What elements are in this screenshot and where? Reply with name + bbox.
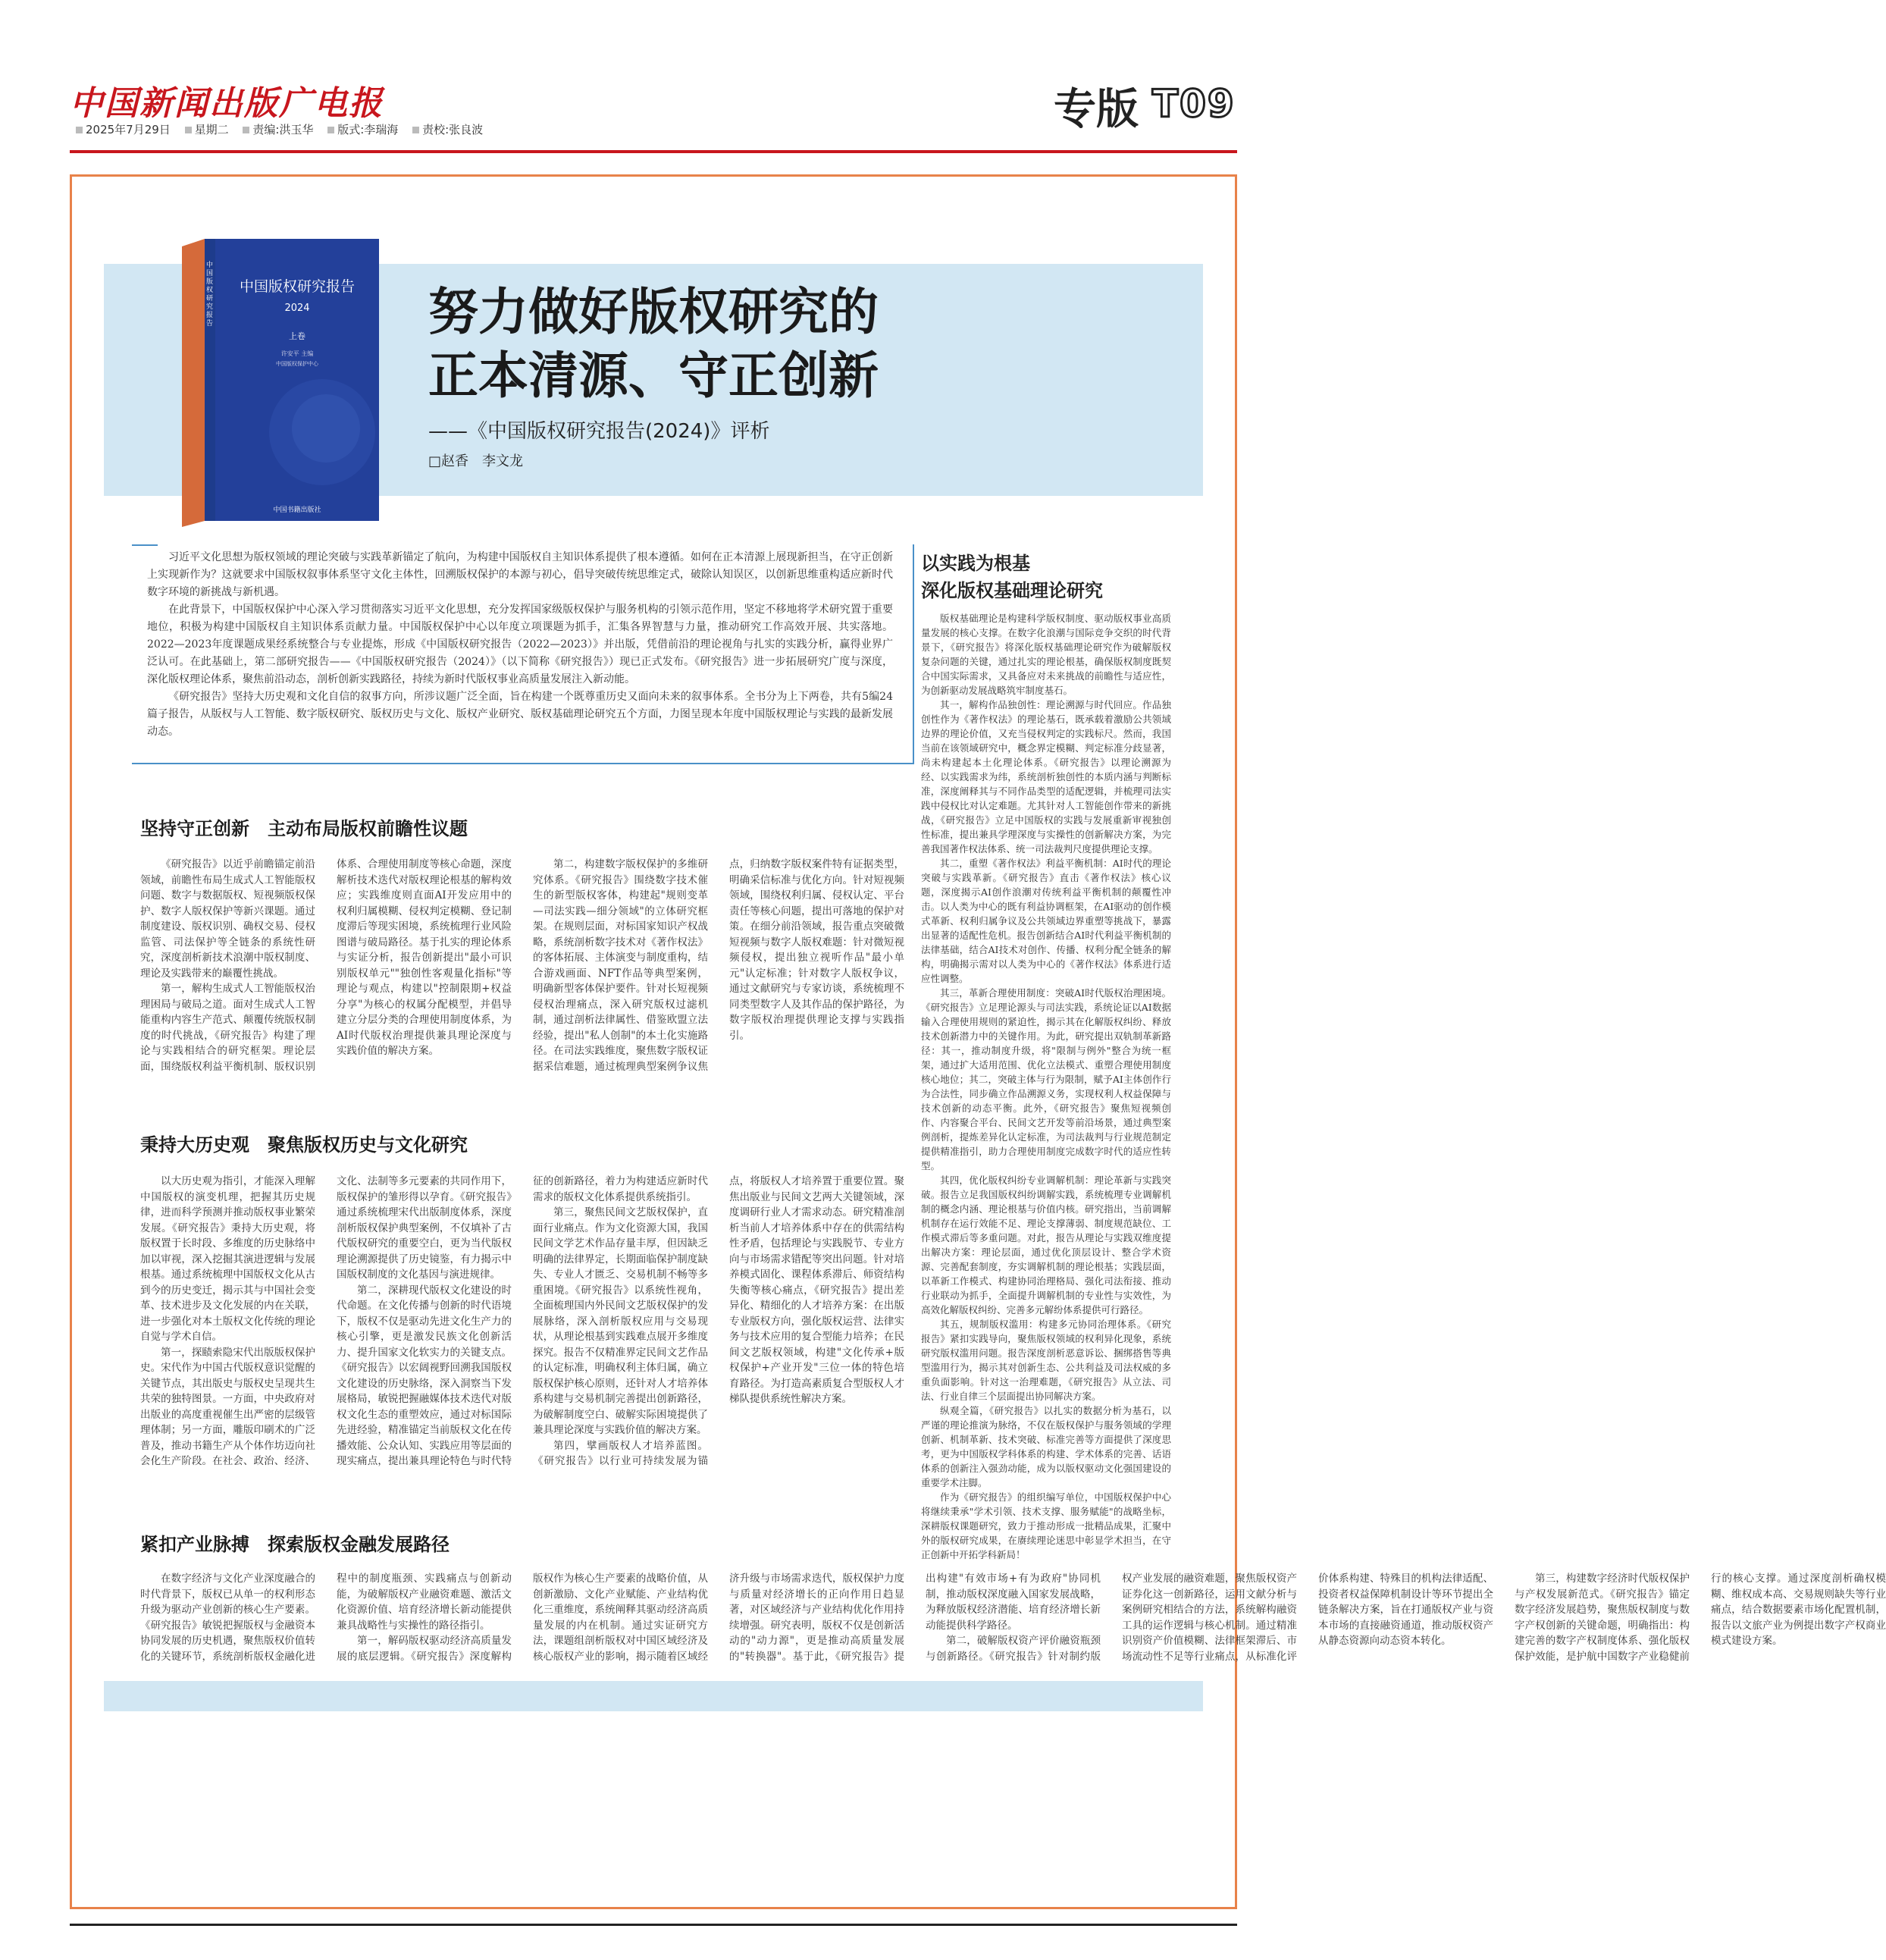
- paragraph: 以大历史观为指引，才能深入理解中国版权的演变机理，把握其历史规律，进而科学预测并推动版权事业繁荣发展。《研究报告》秉持大历史观，将版权置于长时段、多维度的历史脉络中加以审视，深入挖掘其演进逻辑与发展根基。通过系统梳理中国版权文化从古到今的历史变迁，揭示其与中国社会变革、技术进步及文化发展的内在关联，进一步强化对本土版权文化传统的理论自觉与学术自信。: [140, 1175, 315, 1343]
- book-editor: 许安平 主编: [280, 350, 314, 357]
- paragraph: 第二，深耕现代版权文化建设的时代命题。在文化传播与创新的时代语境下，版权不仅是驱动先进文化生产力的核心引擎，更是激发民族文化创新活力、提升国家文化软实力的关键支点。《研究报告》以宏阔视野回溯我国版权文化建设的历史脉络，深入洞察当下发展格局，敏锐把握融媒体技术迭代对版权文化生态的重塑效应，通过对标国际先进经验，精准锚定当前版权文化在传播效能、公众认知、实践应用等层面的现实痛点，提出兼具理论特色与时代特征的创新路径，着力为构建适应新时代需求的版权文化体系提供系统指引。: [337, 1175, 708, 1467]
- book-spine-title: 中国版权研究报告: [206, 262, 214, 328]
- section2-body: [140, 1174, 904, 1553]
- article-authors: □赵香 李文龙: [428, 453, 524, 469]
- paragraph: 其一，解构作品独创性：理论溯源与时代回应。作品独创性作为《著作权法》的理论基石，既承载着激励公共领域边界的理论价值，又充当侵权判定的实践标尺。然而，我国当前在该领域研究中，概念界定模糊、判定标准分歧显著，尚未构建起本土化理论体系。《研究报告》以理论溯源为经、以实践需求为纬，系统剖析独创性的本质内涵与判断标准，深度阐释其与不同作品类型的适配逻辑，并梳理司法实践中侵权比对认定难题。尤其针对人工智能创作带来的新挑战，《研究报告》立足中国版权的实践与发展重新审视独创性标准，提出兼具学理深度与实操性的创新解决方案，为完善我国著作权法体系、统一司法裁判尺度提供理论支撑。: [921, 699, 1171, 855]
- section1-title: 坚持守正创新 主动布局版权前瞻性议题: [140, 818, 468, 839]
- paragraph: 其五，规制版权滥用：构建多元协同治理体系。《研究报告》紧扣实践导向，聚焦版权领域的权利异化现象，系统研究版权滥用问题。报告深度剖析恶意诉讼、捆绑搭售等典型滥用行为，揭示其对创新生态、公共利益及司法权威的多重负面影响。针对这一治理难题，《研究报告》从立法、司法、行业自律三个层面提出协同解决方案。: [921, 1319, 1171, 1402]
- book-year: 2024: [284, 303, 310, 314]
- intro-box: [132, 544, 914, 764]
- intro-paragraph: 在此背景下，中国版权保护中心深入学习贯彻落实习近平文化思想，充分发挥国家级版权保护与服务机构的引领示范作用，坚定不移地将学术研究置于重要地位，积极为构建中国版权自主知识体系贡献力量。中国版权保护中心以年度立项课题为抓手，汇集各界智慧与力量，推动研究工作高效开展、共实落地。2022—2023年度课题成果经系统整合与专业提炼，形成《中国版权研究报告（2022—2023）》并出版，凭借前沿的理论视角与扎实的实践分析，赢得业界广泛认可。在此基础上，第二部研究报告——《中国版权研究报告（2024）》（以下简称《研究报告》）现已正式发布。《研究报告》进一步拓展研究广度与深度，深化版权理论体系，聚焦前沿动态，剖析创新实践路径，持续为新时代版权事业高质量发展注入新动能。: [147, 604, 893, 685]
- page-number: T09: [1152, 82, 1236, 126]
- section3-title: 紧扣产业脉搏 探索版权金融发展路径: [140, 1534, 450, 1555]
- paragraph: 在数字经济与文化产业深度融合的时代背景下，版权已从单一的权利形态升级为驱动产业创新的核心生产要素。《研究报告》敏锐把握版权与金融资本协同发展的历史机遇，聚焦版权价值转化的关键环节，系统剖析版权金融化进程中的制度瓶颈、实践痛点与创新动能，为破解版权产业融资难题、激活文化资源价值、培育经济增长新动能提供兼具战略性与实操性的路径指引。: [140, 1573, 512, 1663]
- section3-body: [140, 1571, 1886, 1677]
- header-rule: [70, 150, 1237, 153]
- paragraph: 版权基础理论是构建科学版权制度、驱动版权事业高质量发展的核心支撑。在数字化浪潮与国际竞争交织的时代背景下，《研究报告》将深化版权基础理论研究作为破解版权复杂问题的关键，通过扎实的理论根基，确保版权制度既契合中国实际需求，又具备应对未来挑战的前瞻性与适应性，为创新驱动发展战略筑牢制度基石。: [921, 613, 1171, 696]
- book-cover-image: [174, 239, 381, 527]
- section1-body: [140, 857, 904, 1115]
- right-column-title: [921, 550, 1103, 604]
- paragraph: 《研究报告》以近乎前瞻锚定前沿领域，前瞻性布局生成式人工智能版权问题、数字与数据版权、短视频版权保护、数字人版权保护等新兴课题。通过制度建设、版权识别、确权交易、侵权监管、司法保护等全链条的系统性研究，深度剖析新技术浪潮中版权制度、理论及实践带来的巅覆性挑战。: [140, 858, 315, 980]
- section2-title: 秉持大历史观 聚焦版权历史与文化研究: [140, 1134, 468, 1156]
- paragraph: 第二，破解版权资产评价融资瓶颈与创新路径。《研究报告》针对制约版权产业发展的融资难题，聚焦版权资产证券化这一创新路径，运用文献分析与案例研究相结合的方法，系统解构融资工具的运作逻辑与核心机制。通过精准识别资产价值模糊、法律框架滞后、市场流动性不足等行业痛点，从标准化评价体系构建、特殊目的机构法律适配、投资者权益保障机制设计等环节提出全链条解决方案，旨在打通版权产业与资本市场的直接融资通道，推动版权资产从静态资源向动态资本转化。: [926, 1573, 1493, 1663]
- book-title: 中国版权研究报告: [239, 278, 355, 295]
- book-publisher: 中国书籍出版社: [273, 506, 321, 514]
- intro-paragraph: 习近平文化思想为版权领域的理论突破与实践革新锚定了航向，为构建中国版权自主知识体系提供了根本遵循。如何在正本清源上展现新担当，在守正创新上实现新作为？这就要求中国版权叙事体系坚守文化主体性，回溯版权保护的本源与初心，倡导突破传统思维定式，破除认知误区，以创新思维重构适应新时代数字环境的新挑战与新机遇。: [147, 551, 893, 598]
- paragraph: 第二，构建数字版权保护的多维研究体系。《研究报告》围绕数字技术催生的新型版权客体，构建起"规则变革—司法实践—细分领域"的立体研究框架。在规则层面，对标国家知识产权战略，系统剖析数字技术对《著作权法》的客体拓展、主体演变与制度重构，结合游戏画面、NFT作品等典型案例，明确新型客体保护要件。针对长短视频侵权治理痛点，深入研究版权过滤机制，通过剖析法律属性、借鉴欧盟立法经验，提出"私人创制"的本土化实施路径。在司法实践维度，聚焦数字版权证据采信难题，通过梳理典型案例争议焦点，归纳数字版权案件特有证据类型，明确采信标准与优化方向。针对短视频领域，围绕权利归属、侵权认定、平台责任等核心问题，提出可落地的保护对策。在细分前沿领域，报告重点突破微短视频与数字人版权难题：针对微短视频侵权，提出独立视听作品"最小单元"认定标准；针对数字人版权争议，通过文献研究与专家访谈，系统梳理不同类型数字人及其作品的保护路径，为数字版权治理提供理论支撑与实践指引。: [533, 858, 904, 1073]
- paragraph: 其三，革新合理使用制度：突破AI时代版权治理困境。《研究报告》立足理论源头与司法实践，系统论证以AI数据输入合理使用规则的紧迫性，揭示其在化解版权纠纷、释放技术创新潜力中的关键作用。为此，研究提出双轨制革新路径：其一，推动制度升级，将"限制与例外"整合为统一框架，通过扩大适用范围、优化立法模式、重塑合理使用制度核心地位；其二，突破主体与行为限制，赋予AI主体创作行为合法性，同步确立作品溯源义务，实现权利人权益保障与技术创新的动态平衡。此外，《研究报告》聚焦短视频创作、内容聚合平台、民间文艺开发等前沿场景，通过典型案例剖析，提炼差异化认定标准，为司法裁判与行业规范制定提供精准指引，助力合理使用制度完成数字时代的适应性转型。: [921, 987, 1171, 1171]
- masthead-meta: [76, 121, 493, 137]
- issue-weekday: 星期二: [185, 123, 229, 136]
- right-column-text: [921, 611, 1171, 1676]
- paragraph: 纵观全篇，《研究报告》以扎实的数据分析为基石，以严谨的理论推演为脉络，不仅在版权保护与服务领域的学理创新、机制革新、技术突破、标准完善等方面提供了深度思考，更为中国版权学科体系的构建、学术体系的完善、话语体系的创新注入强劲动能，成为以版权驱动文化强国建设的重要学术注脚。: [921, 1405, 1171, 1488]
- paragraph: 其四，优化版权纠纷专业调解机制：理论革新与实践突破。报告立足我国版权纠纷调解实践，系统梳理专业调解机制的概念内涵、理论根基与价值内核。研究指出，当前调解机制存在运行效能不足、理论支撑薄弱、制度规范缺位、工作模式滞后等多重问题。对此，报告从理论与实践双维度提出解决方案：理论层面，通过优化顶层设计、整合学术资源、完善配套制度，夯实调解机制的理论根基；实践层面，以革新工作模式、构建协同治理格局、强化司法衔接、推动行业联动为抓手，全面提升调解机制的专业性与实效性，为高效化解版权纠纷、完善多元解纷体系提供可行路径。: [921, 1174, 1171, 1316]
- right-title-line1: 以实践为根基: [921, 553, 1030, 574]
- newspaper-logo: 中国新闻出版广电报: [70, 84, 384, 123]
- paragraph: 第四，擘画版权人才培养蓝图。《研究报告》以行业可持续发展为锚点，将版权人才培养置于重要位置。聚焦出版业与民间文艺两大关键领域，深度调研行业人才需求动态。研究精准剖析当前人才培养体系中存在的供需结构性矛盾，包括理论与实践脱节、专业方向与市场需求错配等突出问题。针对培养模式固化、课程体系滞后、师资结构失衡等核心痛点，《研究报告》提出差异化、精细化的人才培养方案：在出版专业版权方向，强化版权运营、法律实务与技术应用的复合型能力培养；在民间文艺版权领域，构建"文化传承+版权保护+产业开发"三位一体的特色培育路径。为打造高素质复合型版权人才梯队提供系统性解决方案。: [533, 1175, 904, 1467]
- section-label: 专版: [1054, 85, 1139, 134]
- paragraph: 第三，聚焦民间文艺版权保护，直面行业痛点。作为文化资源大国，我国民间文学艺术作品存量丰厚，但因缺乏明确的法律界定，长期面临保护制度缺失、专业人才匮乏、交易机制不畅等多重困境。《研究报告》以系统性视角，全面梳理国内外民间文艺版权保护的发展脉络，深入剖析版权应用与交易现状，从理论根基到实践难点展开多维度探究。报告不仅精准界定民间文艺作品的认定标准，明确权利主体归属，确立版权保护核心原则，还针对人才培养体系构建与交易机制完善提出创新路径，为破解制度空白、破解实际困境提供了兼具理论深度与实践价值的解决方案。: [533, 1206, 708, 1436]
- article-title: [428, 281, 879, 408]
- issue-date: 2025年7月29日: [76, 123, 171, 136]
- proof-credit: 责校:张良波: [412, 123, 483, 136]
- book-org: 中国版权保护中心: [276, 361, 318, 367]
- intro-paragraph: 《研究报告》坚持大历史观和文化自信的叙事方向，所涉议题广泛全面，旨在构建一个既尊重历史又面向未来的叙事体系。全书分为上下两卷，共有5编24篇子报告，从版权与人工智能、数字版权研究、版权历史与文化、版权产业研究、版权基础理论研究五个方面，力图呈现本年度中国版权理论与实践的最新发展动态。: [147, 691, 893, 738]
- bottom-band: [104, 1681, 1203, 1711]
- article-subtitle: ——《中国版权研究报告(2024)》评析: [428, 420, 770, 443]
- editor-credit: 责编:洪玉华: [243, 123, 313, 136]
- right-title-line2: 深化版权基础理论研究: [921, 580, 1103, 601]
- layout-credit: 版式:李瑞海: [327, 123, 398, 136]
- book-volume: 上卷: [289, 331, 305, 341]
- paragraph: 第一，解构生成式人工智能版权治理困局与破局之道。面对生成式人工智能重构内容生产范式、颠覆传统版权制度的时代挑战，《研究报告》构建了理论与实践相结合的研究框架。理论层面，围绕版权利益平衡机制、版权识别体系、合理使用制度等核心命题，深度解析技术迭代对版权理论根基的解构效应；实践维度则直面AI开发应用中的权利归属模糊、侵权判定模糊、登记制度滞后等现实困境，系统梳理行业风险图谱与破局路径。基于扎实的理论体系与实证分析，报告创新提出"最小可识别版权单元""独创性客观量化指标"等理论与观点，构建以"控制限期+权益分享"为核心的权属分配模型，并倡导建立分层分类的合理使用制度体系，为AI时代版权治理提供兼具理论深度与实践价值的解决方案。: [140, 858, 512, 1073]
- footer-rule: [70, 1924, 1237, 1926]
- paragraph: 作为《研究报告》的组织编写单位，中国版权保护中心将继续秉承"学术引领、技术支撑、服务赋能"的战略坐标，深耕版权课题研究，致力于推动形成一批精品成果，汇聚中外的版权研究成果，在赓续理论迷思中彰显学术担当，在守正创新中开拓学科新局！: [921, 1491, 1171, 1560]
- paragraph: 其二，重塑《著作权法》利益平衡机制：AI时代的理论突破与实践革新。《研究报告》直击《著作权法》核心议题，深度揭示AI创作浪潮对传统利益平衡机制的颠覆性冲击。以人类为中心的既有利益协调框架，在AI驱动的创作模式革新、权利归属争议及公共领域边界重塑等挑战下，暴露出显著的适配性危机。报告创新结合AI时代利益平衡机制的法律基础，结合AI技术对创作、传播、权利分配全链条的解构，明确揭示需对以人类为中心的《著作权法》体系进行适应性调整。: [921, 858, 1171, 984]
- paragraph: 第一，探赜索隐宋代出版版权保护史。宋代作为中国古代版权意识觉醒的关键节点，其出版史与版权史呈现共生共荣的独特图景。一方面，中央政府对出版业的高度重视催生出严密的层级管理体制；另一方面，雕版印刷术的广泛普及，推动书籍生产从个体作坊迈向社会化生产阶段。在社会、政治、经济、文化、法制等多元要素的共同作用下，版权保护的雏形得以孕育。《研究报告》通过系统梳理宋代出版制度体系，深度剖析版权保护典型案例，不仅填补了古代版权研究的重要空白，更为当代版权理论溯源提供了历史镜鉴，有力揭示中国版权制度的文化基因与演进规律。: [140, 1175, 512, 1467]
- article-title-line1: 努力做好版权研究的: [428, 283, 879, 341]
- paragraph: 第一，解码版权驱动经济高质量发展的底层逻辑。《研究报告》深度解构版权作为核心生产要素的战略价值，从创新激励、文化产业赋能、产业结构优化三重维度，系统阐释其驱动经济高质量发展的内在机制。通过实证研究方法，课题组剖析版权对中国区域经济及核心版权产业的影响，揭示随着区域经济升级与市场需求迭代，版权保护力度与质量对经济增长的正向作用日趋显著，对区域经济与产业结构优化作用持续增强。研究表明，版权不仅是创新活动的"动力源"，更是推动高质量发展的"转换器"。基于此，《研究报告》提出构建"有效市场+有为政府"协同机制，推动版权深度融入国家发展战略，为释放版权经济潜能、培育经济增长新动能提供科学路径。: [337, 1573, 1101, 1663]
- article-title-line2: 正本清源、守正创新: [428, 347, 879, 405]
- paragraph: 第三，构建数字经济时代版权保护与产权发展新范式。《研究报告》锚定数字经济发展趋势，聚焦版权制度与数字产权创新的关键命题，明确指出：构建完善的数字产权制度体系、强化版权保护效能，是护航中国数字产业稳健前行的核心支撑。通过深度剖析确权模糊、维权成本高、交易规则缺失等行业痛点，结合数据要素市场化配置机制，报告以文旅产业为例提出数字产权商业模式建设方案。: [1515, 1573, 1886, 1663]
